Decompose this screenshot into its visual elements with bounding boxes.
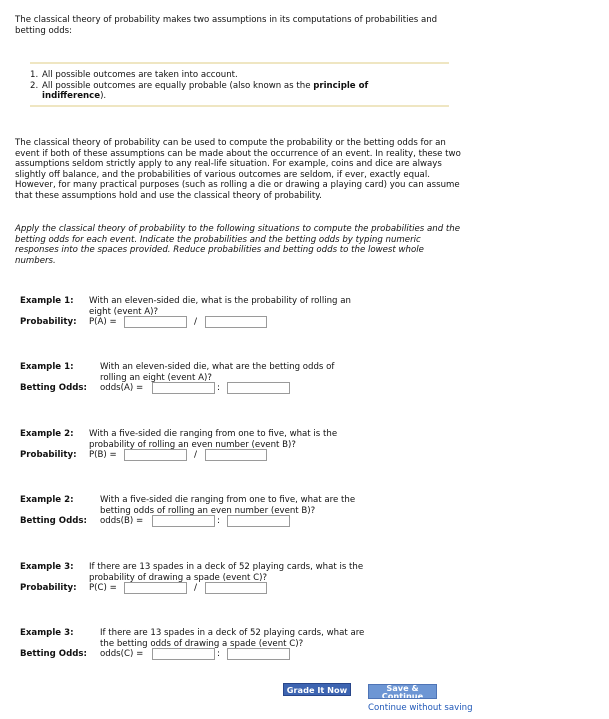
numerator-input[interactable] (124, 582, 187, 594)
odds-separator: : (217, 649, 221, 659)
assumption-number: 2. (30, 80, 39, 91)
odds-separator: : (217, 516, 221, 526)
example-question: With an eleven-sided die, what are the betting odds of rolling an eight (event A)? (100, 362, 335, 383)
assumption-number: 1. (30, 70, 39, 80)
example-label: Example 2: (20, 429, 74, 439)
answer-label: Probability: (20, 317, 77, 327)
odds-for-input[interactable] (152, 515, 215, 527)
divider-bottom (30, 105, 449, 107)
answer-expression: odds(C) = (100, 649, 144, 659)
assumption-text (42, 81, 430, 102)
save-and-continue-button[interactable]: Save & Continue (368, 684, 437, 699)
example-question: With a five-sided die ranging from one to five, what are the betting odds of rolling an even number (event B)? (100, 495, 356, 516)
fraction-separator: / (194, 317, 198, 327)
assumption-item (30, 70, 430, 81)
assumption-text-before: All possible outcomes are equally probable (also known as the (42, 80, 314, 91)
example-question: If there are 13 spades in a deck of 52 playing cards, what is the probability of drawing a spade (event C)? (89, 562, 364, 583)
answer-expression: odds(A) = (100, 383, 144, 393)
example-label: Example 3: (20, 562, 74, 572)
assumption-text-after: ). (100, 91, 107, 101)
continue-without-saving-link[interactable]: Continue without saving (368, 703, 473, 713)
denominator-input[interactable] (205, 582, 267, 594)
example-label: Example 1: (20, 296, 74, 306)
example-label: Example 1: (20, 362, 74, 372)
example-label: Example 3: (20, 628, 74, 638)
example-question: If there are 13 spades in a deck of 52 playing cards, what are the betting odds of drawing a spade (event C)? (100, 628, 365, 649)
answer-expression: P(A) = (89, 317, 117, 327)
answer-expression: P(B) = (89, 450, 117, 460)
odds-against-input[interactable] (227, 648, 290, 660)
answer-expression: P(C) = (89, 583, 117, 593)
grade-it-now-button[interactable]: Grade It Now (283, 683, 351, 696)
assumptions-list (30, 70, 430, 102)
explanation-paragraph: The classical theory of probability can be used to compute the probability or the betting odds for an event if both of these assumptions can be made about the occurrence of an event. In reality, these two assumptions seldom strictly apply to any real-life situation. For example, coins and dice are always slightly off balance, and the probabilities of various outcomes are seldom, if ever, exactly equal. However, for many practical purposes (such as rolling a die or drawing a playing card) you can assume that these assumptions hold and use the classical theory of probability. (15, 138, 461, 201)
answer-label: Betting Odds: (20, 649, 87, 659)
numerator-input[interactable] (124, 449, 187, 461)
answer-label: Betting Odds: (20, 383, 87, 393)
example-label: Example 2: (20, 495, 74, 505)
odds-for-input[interactable] (152, 382, 215, 394)
odds-against-input[interactable] (227, 382, 290, 394)
intro-text: The classical theory of probability makes two assumptions in its computations of probabilities and betting odds: (15, 15, 438, 36)
answer-expression: odds(B) = (100, 516, 144, 526)
example-question: With an eleven-sided die, what is the probability of rolling an eight (event A)? (89, 296, 351, 317)
numerator-input[interactable] (124, 316, 187, 328)
answer-label: Probability: (20, 583, 77, 593)
fraction-separator: / (194, 583, 198, 593)
answer-label: Betting Odds: (20, 516, 87, 526)
assumption-bold-term: principle of indifference (42, 80, 369, 101)
odds-for-input[interactable] (152, 648, 215, 660)
assumption-item (30, 81, 430, 102)
divider-top (30, 62, 449, 64)
odds-against-input[interactable] (227, 515, 290, 527)
answer-label: Probability: (20, 450, 77, 460)
odds-separator: : (217, 383, 221, 393)
example-question: With a five-sided die ranging from one to five, what is the probability of rolling an even number (event B)? (89, 429, 338, 450)
denominator-input[interactable] (205, 316, 267, 328)
instructions-text: Apply the classical theory of probability to the following situations to compute the probabilities and the betting odds for each event. Indicate the probabilities and the betting odds by typing numeric responses into the spaces provided. Reduce probabilities and betting odds to the lowest whole numbers. (15, 224, 461, 266)
fraction-separator: / (194, 450, 198, 460)
assumption-text: All possible outcomes are taken into account. (42, 70, 238, 80)
denominator-input[interactable] (205, 449, 267, 461)
